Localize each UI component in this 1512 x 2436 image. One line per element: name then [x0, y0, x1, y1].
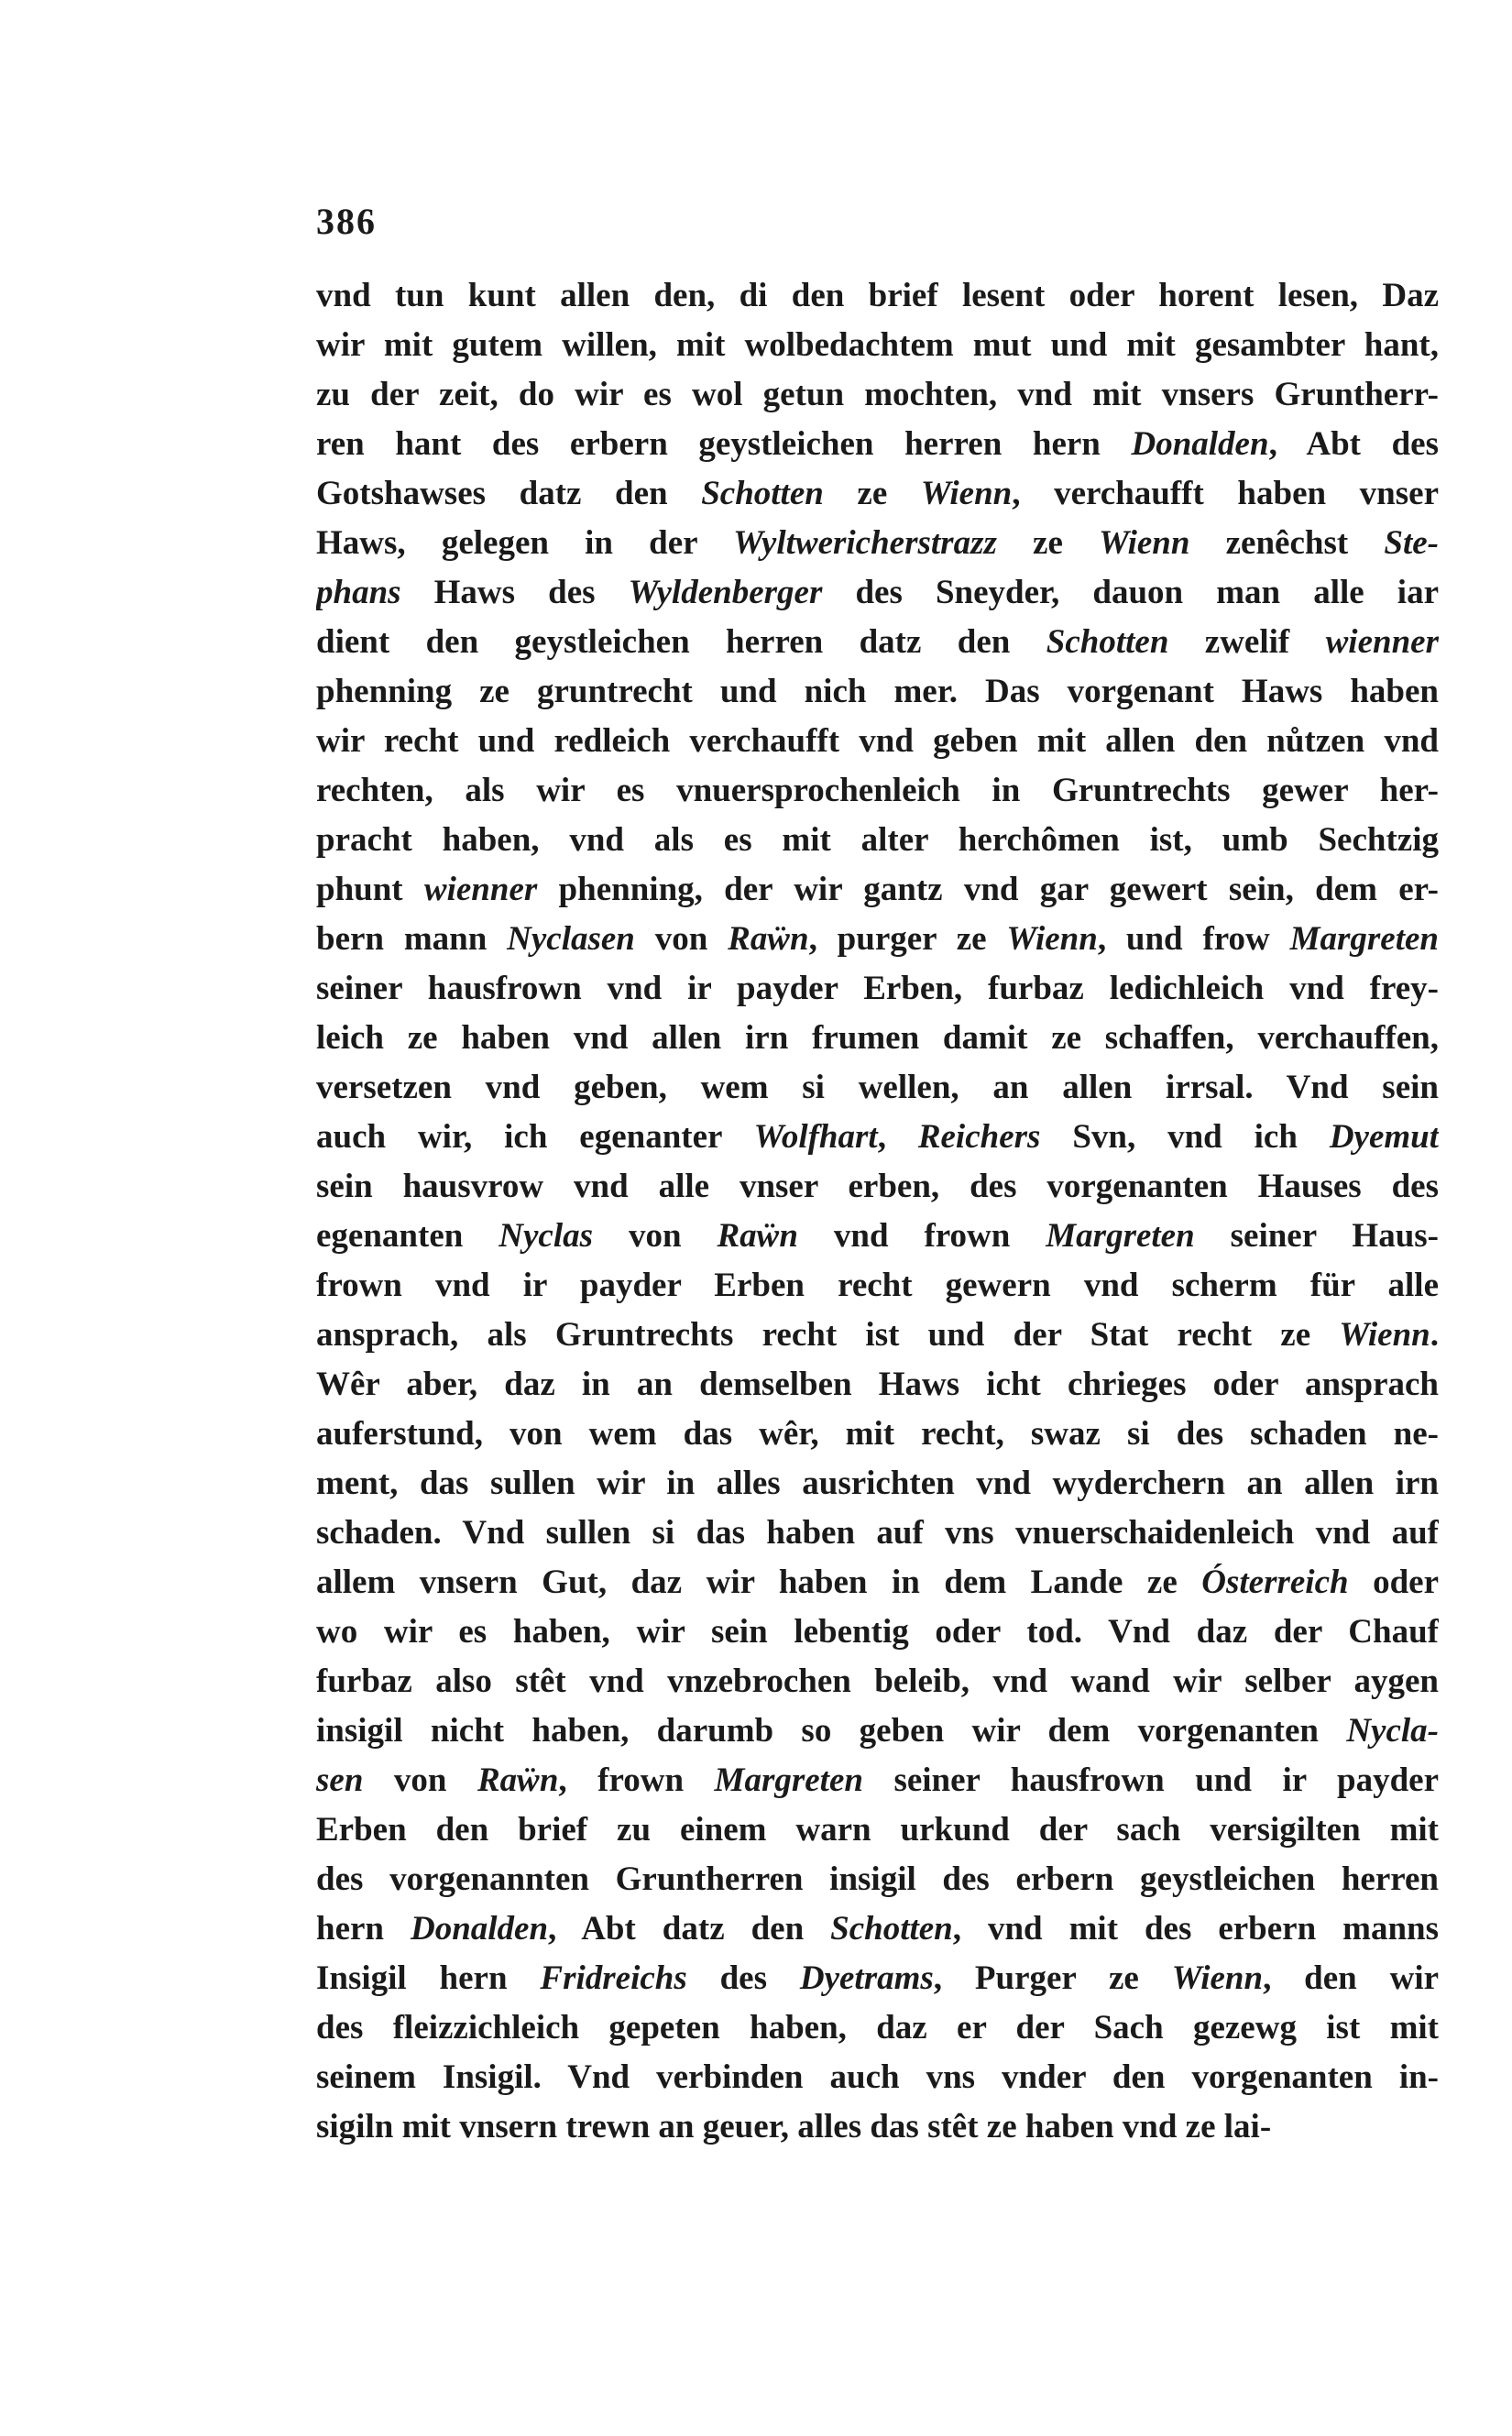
- text-segment: auferstund, von wem das wêr, mit recht, swaz si des schaden ne-: [316, 1415, 1439, 1453]
- emphasized-name: Schotten: [1046, 623, 1169, 661]
- text-line: [316, 816, 1439, 865]
- emphasized-name: sen: [316, 1761, 364, 1799]
- text-line: [316, 1558, 1439, 1608]
- text-line: [316, 1113, 1439, 1162]
- text-segment: .: [1430, 1316, 1439, 1354]
- text-line: [316, 964, 1439, 1014]
- text-segment: sigiln mit vnsern trewn an geuer, alles das stêt ze haben vnd ze lai-: [316, 2108, 1272, 2145]
- emphasized-name: Ste-: [1384, 524, 1439, 562]
- text-segment: vnd frown: [797, 1217, 1046, 1255]
- text-segment: Wêr aber, daz in an demselben Haws icht chrieges oder ansprach: [316, 1366, 1439, 1403]
- text-segment: pracht haben, vnd als es mit alter herchômen ist, umb Sechtzig: [316, 821, 1439, 859]
- text-line: [316, 2102, 1439, 2152]
- text-line: [316, 1261, 1439, 1311]
- text-segment: oder: [1348, 1564, 1439, 1601]
- text-segment: leich ze haben vnd allen irn frumen damit ze schaffen, verchauffen,: [316, 1019, 1439, 1057]
- emphasized-name: Dyemut: [1329, 1118, 1439, 1156]
- emphasized-name: wienner: [423, 871, 538, 908]
- text-line: [316, 1706, 1439, 1756]
- text-line: [316, 1311, 1439, 1360]
- text-line: [316, 1608, 1439, 1657]
- text-line: [316, 2053, 1439, 2102]
- text-line: [316, 370, 1439, 420]
- text-segment: insigil nicht haben, darumb so geben wir dem vorgenanten: [316, 1712, 1347, 1750]
- page-number: 386: [316, 201, 377, 242]
- text-line: [316, 519, 1439, 568]
- text-segment: auch wir, ich egenanter: [316, 1118, 754, 1156]
- text-line: [316, 1212, 1439, 1261]
- body-text: [316, 271, 1439, 2152]
- text-segment: , den wir: [1263, 1959, 1439, 1997]
- text-line: [316, 717, 1439, 766]
- text-line: [316, 1360, 1439, 1410]
- emphasized-name: Nycla-: [1346, 1712, 1439, 1750]
- text-segment: seiner Haus-: [1194, 1217, 1439, 1255]
- text-segment: frown vnd ir payder Erben recht gewern vnd scherm für alle: [316, 1267, 1439, 1304]
- emphasized-name: Margreten: [1289, 920, 1439, 958]
- emphasized-name: Wienn: [1339, 1316, 1430, 1354]
- text-segment: , Abt des: [1268, 425, 1439, 463]
- text-line: [316, 667, 1439, 717]
- text-line: [316, 1014, 1439, 1063]
- text-segment: dient den geystleichen herren datz den: [316, 623, 1046, 661]
- text-line: [316, 915, 1439, 964]
- text-segment: ze: [996, 524, 1100, 562]
- text-line: [316, 1410, 1439, 1459]
- text-line: [316, 1509, 1439, 1558]
- emphasized-name: Wienn: [1171, 1959, 1264, 1997]
- text-line: [316, 420, 1439, 469]
- text-segment: Gotshawses datz den: [316, 475, 702, 512]
- text-segment: egenanten: [316, 1217, 499, 1255]
- emphasized-name: Wyldenberger: [628, 574, 823, 611]
- text-line: [316, 1162, 1439, 1212]
- text-segment: des fleizzichleich gepeten haben, daz er der Sach gezewg ist mit: [316, 2009, 1439, 2046]
- text-segment: , und frow: [1097, 920, 1290, 958]
- emphasized-name: Nyclas: [499, 1217, 594, 1255]
- text-line: [316, 1954, 1439, 2003]
- text-line: [316, 766, 1439, 816]
- text-segment: , purger ze: [808, 920, 1007, 958]
- text-line: [316, 1657, 1439, 1706]
- emphasized-name: Schotten: [830, 1910, 953, 1948]
- text-line: [316, 1063, 1439, 1113]
- text-segment: wir mit gutem willen, mit wolbedachtem mut und mit gesambter hant,: [316, 326, 1439, 364]
- emphasized-name: Raẅn: [477, 1761, 559, 1799]
- text-segment: Svn, vnd ich: [1040, 1118, 1330, 1156]
- text-line: [316, 271, 1439, 321]
- text-segment: Haws, gelegen in der: [316, 524, 734, 562]
- emphasized-name: Reichers: [917, 1118, 1041, 1156]
- text-line: [316, 469, 1439, 519]
- text-segment: bern mann: [316, 920, 508, 958]
- text-segment: Insigil hern: [316, 1959, 541, 1997]
- emphasized-name: Wienn: [920, 475, 1013, 512]
- text-segment: schaden. Vnd sullen si das haben auf vns vnuerschaidenleich vnd auf: [316, 1514, 1439, 1552]
- text-line: [316, 1805, 1439, 1855]
- emphasized-name: Donalden: [1131, 425, 1269, 463]
- text-segment: versetzen vnd geben, wem si wellen, an allen irrsal. Vnd sein: [316, 1069, 1439, 1106]
- text-segment: hern: [316, 1910, 411, 1948]
- emphasized-name: Wyltwericherstrazz: [733, 524, 997, 562]
- text-line: [316, 321, 1439, 370]
- text-line: [316, 1459, 1439, 1509]
- text-segment: , Purger ze: [933, 1959, 1172, 1997]
- emphasized-name: Margreten: [714, 1761, 863, 1799]
- emphasized-name: Schotten: [701, 475, 824, 512]
- text-segment: phenning, der wir gantz vnd gar gewert sein, dem er-: [537, 871, 1439, 908]
- text-segment: ment, das sullen wir in alles ausrichten vnd wyderchern an allen irn: [316, 1465, 1439, 1502]
- emphasized-name: wienner: [1325, 623, 1439, 661]
- text-segment: zu der zeit, do wir es wol getun mochten, vnd mit vnsers Gruntherr-: [316, 376, 1439, 413]
- text-segment: Erben den brief zu einem warn urkund der sach versigilten mit: [316, 1811, 1439, 1849]
- text-segment: zenêchst: [1189, 524, 1385, 562]
- text-segment: rechten, als wir es vnuersprochenleich in Gruntrechts gewer her-: [316, 772, 1439, 809]
- text-segment: , Abt datz den: [548, 1910, 831, 1948]
- text-line: [316, 618, 1439, 667]
- text-segment: phenning ze gruntrecht und nich mer. Das vorgenant Haws haben: [316, 673, 1439, 710]
- text-segment: des: [686, 1959, 800, 1997]
- emphasized-name: Wolfhart: [753, 1118, 878, 1156]
- emphasized-name: Dyetrams: [799, 1959, 934, 1997]
- emphasized-name: Nyclasen: [507, 920, 635, 958]
- text-segment: Haws des: [400, 574, 629, 611]
- emphasized-name: Wienn: [1006, 920, 1098, 958]
- text-segment: sein hausvrow vnd alle vnser erben, des vorgenanten Hauses des: [316, 1168, 1439, 1205]
- text-segment: , vnd mit des erbern manns: [952, 1910, 1439, 1948]
- emphasized-name: Wienn: [1099, 524, 1190, 562]
- text-segment: allem vnsern Gut, daz wir haben in dem Lande ze: [316, 1564, 1202, 1601]
- text-line: [316, 568, 1439, 618]
- text-segment: vnd tun kunt allen den, di den brief lesent oder horent lesen, Daz: [316, 277, 1439, 314]
- text-segment: ze: [823, 475, 921, 512]
- text-segment: seiner hausfrown und ir payder: [862, 1761, 1439, 1799]
- text-segment: seinem Insigil. Vnd verbinden auch vns vnder den vorgenanten in-: [316, 2058, 1439, 2096]
- emphasized-name: Margreten: [1046, 1217, 1195, 1255]
- text-segment: von: [634, 920, 729, 958]
- text-segment: furbaz also stêt vnd vnzebrochen beleib, vnd wand wir selber aygen: [316, 1662, 1439, 1700]
- text-line: [316, 2003, 1439, 2053]
- text-segment: , verchaufft haben vnser: [1012, 475, 1439, 512]
- text-segment: wir recht und redleich verchaufft vnd geben mit allen den nůtzen vnd: [316, 722, 1439, 760]
- emphasized-name: phans: [316, 574, 401, 611]
- emphasized-name: Donalden: [410, 1910, 549, 1948]
- emphasized-name: Ósterreich: [1201, 1564, 1349, 1601]
- text-segment: von: [363, 1761, 477, 1799]
- text-segment: ,: [877, 1118, 918, 1156]
- text-segment: des vorgenannten Gruntherren insigil des erbern geystleichen herren: [316, 1860, 1439, 1898]
- text-segment: ren hant des erbern geystleichen herren hern: [316, 425, 1132, 463]
- emphasized-name: Raẅn: [717, 1217, 798, 1255]
- text-segment: zwelif: [1168, 623, 1326, 661]
- text-segment: des Sneyder, dauon man alle iar: [822, 574, 1439, 611]
- text-line: [316, 1756, 1439, 1805]
- text-segment: seiner hausfrown vnd ir payder Erben, furbaz ledichleich vnd frey-: [316, 970, 1439, 1007]
- text-segment: phunt: [316, 871, 424, 908]
- text-segment: , frown: [558, 1761, 715, 1799]
- text-segment: wo wir es haben, wir sein lebentig oder tod. Vnd daz der Chauf: [316, 1613, 1439, 1651]
- text-line: [316, 865, 1439, 915]
- text-segment: von: [593, 1217, 718, 1255]
- text-line: [316, 1855, 1439, 1904]
- emphasized-name: Fridreichs: [540, 1959, 687, 1997]
- emphasized-name: Raẅn: [728, 920, 809, 958]
- text-line: [316, 1904, 1439, 1954]
- text-segment: ansprach, als Gruntrechts recht ist und der Stat recht ze: [316, 1316, 1340, 1354]
